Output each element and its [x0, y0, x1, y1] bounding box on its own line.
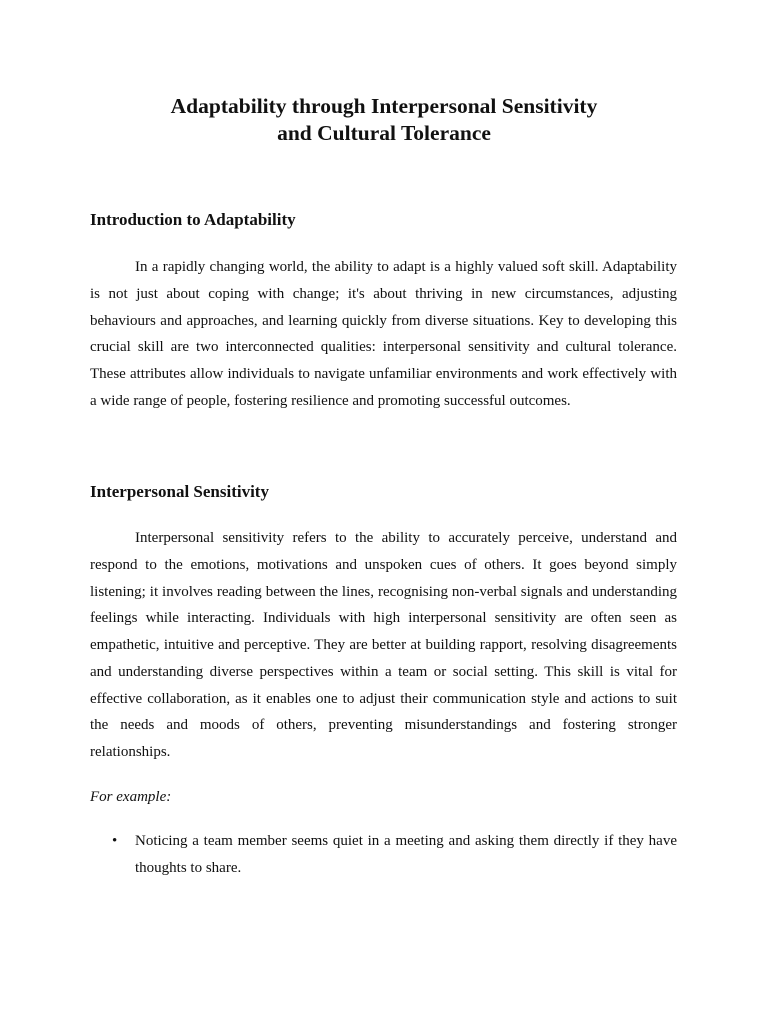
bullet-icon: •: [112, 833, 118, 849]
title-line-1: Adaptability through Interpersonal Sensitivity: [170, 94, 598, 118]
example-bullet-list: [90, 828, 677, 882]
title-line-2: and Cultural Tolerance: [277, 121, 491, 145]
interpersonal-sensitivity-paragraph: Interpersonal sensitivity refers to the ability to accurately perceive, understand and respond to the emotions, motivations and unspoken cues of others. It goes beyond simply listening; it involves reading between the lines, recognising non-verbal signals and understanding feelings while interacting. Individuals with high interpersonal sensitivity are often seen as empathetic, intuitive and perceptive. They are better at building rapport, resolving disagreements and understanding diverse perspectives within a team or social setting. This skill is vital for effective collaboration, as it enables one to adjust their communication style and actions to suit the needs and moods of others, preventing misunderstandings and fostering stronger relationships.: [90, 530, 677, 760]
example-label: For example:: [90, 789, 172, 805]
introduction-paragraph: In a rapidly changing world, the ability to adapt is a highly valued soft skill. Adaptability is not just about coping with change; it's about thriving in new circumstances, adjusting behaviours and approaches, and learning quickly from diverse situations. Key to developing this crucial skill are two interconnected qualities: interpersonal sensitivity and cultural tolerance. These attributes allow individuals to navigate unfamiliar environments and work effectively with a wide range of people, fostering resilience and promoting successful outcomes.: [90, 259, 677, 409]
section-heading-interpersonal-sensitivity: Interpersonal Sensitivity: [90, 482, 269, 501]
section-heading-introduction: Introduction to Adaptability: [90, 210, 296, 229]
page-title: [90, 93, 678, 147]
bullet-text: Noticing a team member seems quiet in a meeting and asking them directly if they have thoughts to share.: [135, 833, 677, 876]
list-item: [90, 828, 677, 882]
